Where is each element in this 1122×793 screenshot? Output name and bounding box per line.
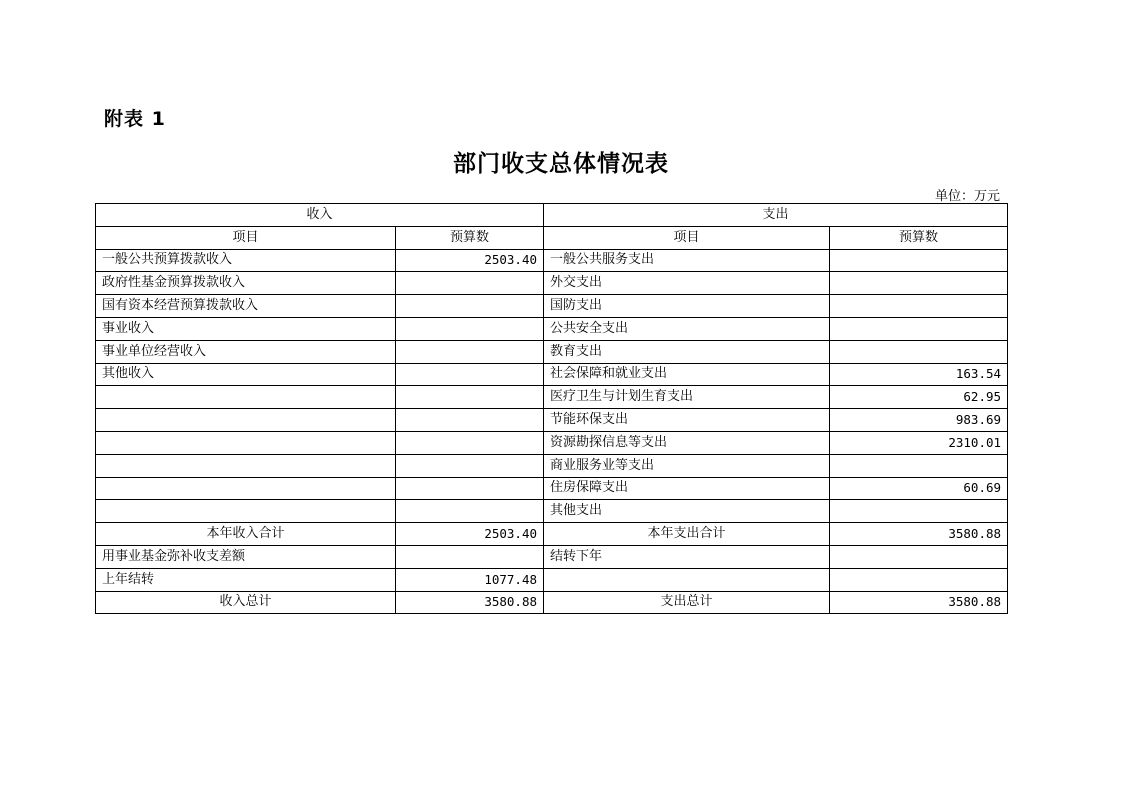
expense-amount-cell	[830, 545, 1008, 568]
income-item-cell: 一般公共预算拨款收入	[96, 249, 396, 272]
expense-budget-header: 预算数	[830, 226, 1008, 249]
expense-item-cell: 一般公共服务支出	[544, 249, 830, 272]
table-row	[96, 545, 1008, 568]
income-amount-cell	[396, 340, 544, 363]
table-row	[96, 477, 1008, 500]
table-row	[96, 249, 1008, 272]
table-row	[96, 409, 1008, 432]
attachment-label: 附表 1	[104, 108, 166, 130]
table-row	[96, 500, 1008, 523]
income-item-cell	[96, 477, 396, 500]
expense-item-cell: 支出总计	[544, 591, 830, 614]
income-amount-cell: 2503.40	[396, 249, 544, 272]
expense-item-cell: 商业服务业等支出	[544, 454, 830, 477]
expense-item-cell: 住房保障支出	[544, 477, 830, 500]
expense-amount-cell	[830, 295, 1008, 318]
table-row	[96, 568, 1008, 591]
table-row	[96, 295, 1008, 318]
income-amount-cell	[396, 295, 544, 318]
expense-amount-cell: 2310.01	[830, 431, 1008, 454]
expense-amount-cell	[830, 272, 1008, 295]
income-amount-cell	[396, 431, 544, 454]
expense-amount-cell: 3580.88	[830, 591, 1008, 614]
income-amount-cell: 1077.48	[396, 568, 544, 591]
group-header-row	[96, 204, 1008, 227]
expense-item-header: 项目	[544, 226, 830, 249]
expense-amount-cell	[830, 249, 1008, 272]
income-amount-cell	[396, 545, 544, 568]
income-budget-header: 预算数	[396, 226, 544, 249]
expense-item-cell	[544, 568, 830, 591]
expense-amount-cell	[830, 454, 1008, 477]
expense-item-cell: 公共安全支出	[544, 317, 830, 340]
expense-item-cell: 社会保障和就业支出	[544, 363, 830, 386]
table-row	[96, 272, 1008, 295]
table-row	[96, 340, 1008, 363]
expense-item-cell: 资源勘探信息等支出	[544, 431, 830, 454]
table-row	[96, 523, 1008, 546]
income-amount-cell	[396, 409, 544, 432]
page-title: 部门收支总体情况表	[453, 150, 669, 177]
column-header-row	[96, 226, 1008, 249]
expense-amount-cell	[830, 500, 1008, 523]
table-row	[96, 591, 1008, 614]
expense-amount-cell: 62.95	[830, 386, 1008, 409]
income-item-cell: 国有资本经营预算拨款收入	[96, 295, 396, 318]
table-row	[96, 363, 1008, 386]
income-item-cell: 政府性基金预算拨款收入	[96, 272, 396, 295]
income-item-cell	[96, 431, 396, 454]
income-item-cell	[96, 500, 396, 523]
income-item-cell	[96, 386, 396, 409]
expense-amount-cell	[830, 568, 1008, 591]
expense-item-cell: 其他支出	[544, 500, 830, 523]
table-row	[96, 431, 1008, 454]
income-group-header: 收入	[96, 204, 544, 227]
income-item-cell: 上年结转	[96, 568, 396, 591]
expense-amount-cell	[830, 317, 1008, 340]
expense-item-cell: 国防支出	[544, 295, 830, 318]
income-item-cell: 本年收入合计	[96, 523, 396, 546]
expense-amount-cell	[830, 340, 1008, 363]
expense-amount-cell: 60.69	[830, 477, 1008, 500]
table-row	[96, 454, 1008, 477]
income-item-header: 项目	[96, 226, 396, 249]
expense-item-cell: 结转下年	[544, 545, 830, 568]
income-item-cell	[96, 409, 396, 432]
expense-amount-cell: 3580.88	[830, 523, 1008, 546]
expense-item-cell: 外交支出	[544, 272, 830, 295]
income-item-cell	[96, 454, 396, 477]
income-amount-cell	[396, 454, 544, 477]
income-item-cell: 事业单位经营收入	[96, 340, 396, 363]
income-amount-cell	[396, 363, 544, 386]
income-amount-cell	[396, 386, 544, 409]
income-amount-cell: 3580.88	[396, 591, 544, 614]
expense-group-header: 支出	[544, 204, 1008, 227]
income-amount-cell: 2503.40	[396, 523, 544, 546]
income-amount-cell	[396, 477, 544, 500]
unit-label: 单位：万元	[934, 189, 1000, 204]
expense-item-cell: 本年支出合计	[544, 523, 830, 546]
income-amount-cell	[396, 317, 544, 340]
table-row	[96, 386, 1008, 409]
expense-amount-cell: 163.54	[830, 363, 1008, 386]
budget-table	[95, 203, 1008, 614]
expense-amount-cell: 983.69	[830, 409, 1008, 432]
income-item-cell: 收入总计	[96, 591, 396, 614]
expense-item-cell: 教育支出	[544, 340, 830, 363]
income-amount-cell	[396, 272, 544, 295]
table-row	[96, 317, 1008, 340]
income-amount-cell	[396, 500, 544, 523]
expense-item-cell: 医疗卫生与计划生育支出	[544, 386, 830, 409]
income-item-cell: 用事业基金弥补收支差额	[96, 545, 396, 568]
income-item-cell: 事业收入	[96, 317, 396, 340]
income-item-cell: 其他收入	[96, 363, 396, 386]
expense-item-cell: 节能环保支出	[544, 409, 830, 432]
table-body	[96, 249, 1008, 614]
